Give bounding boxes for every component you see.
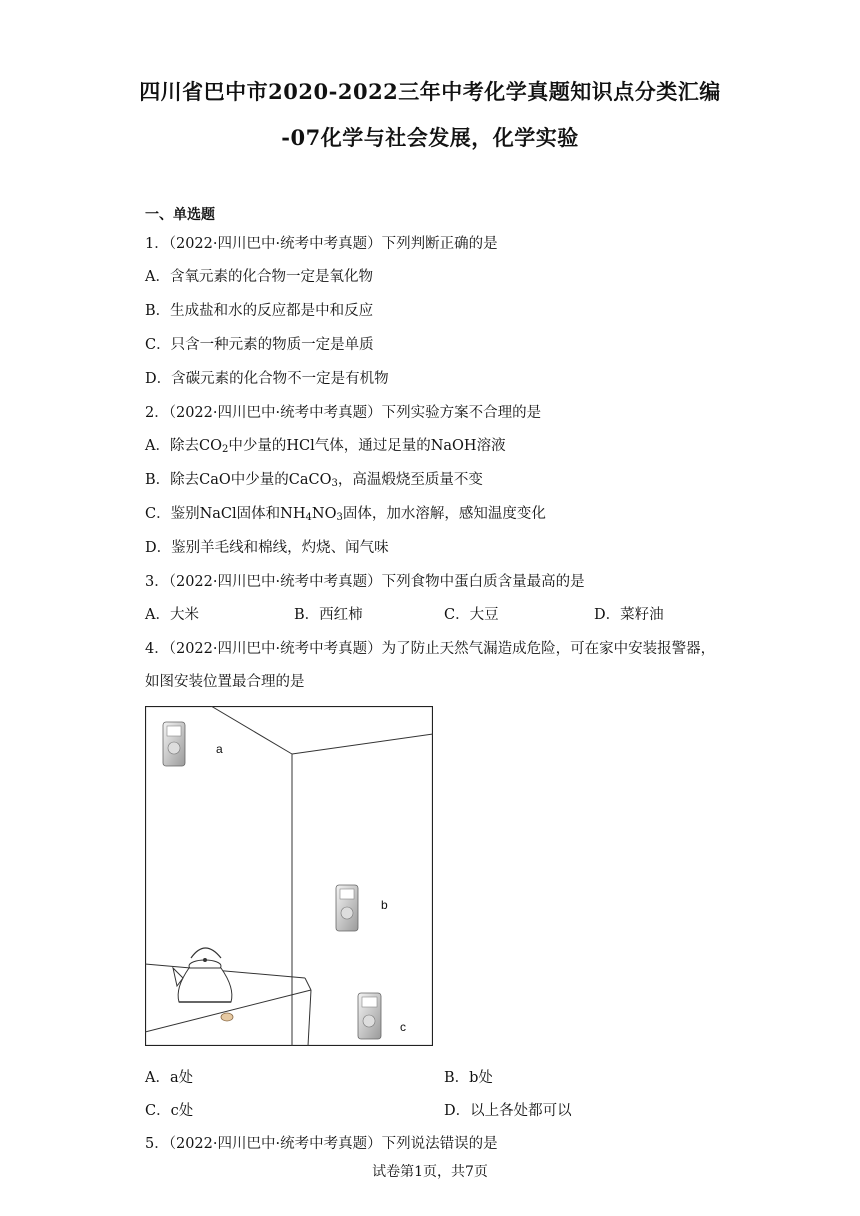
q2-option-d: D．鉴别羊毛线和棉线，灼烧、闻气味: [145, 540, 389, 556]
q3-option-d: D．菜籽油: [594, 607, 664, 623]
q1-option-b: B．生成盐和水的反应都是中和反应: [145, 303, 374, 319]
label-b: b: [381, 898, 388, 912]
q2-option-b: B．除去CaO中少量的CaCO$_3$，高温煅烧至质量不变: [145, 472, 483, 489]
q3-option-c: C．大豆: [444, 607, 499, 623]
q5-stem: 5．（2022·四川巴中·统考中考真题）下列说法错误的是: [145, 1136, 498, 1152]
document-title-line-1: 四川省巴中市2020-2022三年中考化学真题知识点分类汇编: [139, 79, 721, 104]
alarm-device-c-icon: [358, 993, 381, 1039]
q4-option-d: D．以上各处都可以: [444, 1103, 572, 1119]
q2-option-a: A．除去$CO_2$中少量的HCl气体，通过足量的NaOH溶液: [145, 438, 506, 455]
q4-option-c: C．c处: [145, 1103, 194, 1119]
section-heading: 一、单选题: [145, 207, 215, 223]
label-a: a: [216, 742, 223, 756]
q3-stem: 3．（2022·四川巴中·统考中考真题）下列食物中蛋白质含量最高的是: [145, 574, 585, 590]
q1-option-d: D．含碳元素的化合物不一定是有机物: [145, 371, 389, 387]
document-title-line-2: -07化学与社会发展，化学实验: [281, 125, 579, 150]
alarm-device-b-icon: [336, 885, 358, 931]
page-footer: 试卷第1页，共7页: [372, 1164, 488, 1180]
label-c: c: [400, 1020, 406, 1034]
q1-stem: 1．（2022·四川巴中·统考中考真题）下列判断正确的是: [145, 236, 498, 252]
q3-option-a: A．大米: [145, 607, 199, 623]
q4-figure-kitchen: [145, 706, 433, 1046]
q1-option-c: C．只含一种元素的物质一定是单质: [145, 337, 374, 353]
q4-stem-line-1: 4．（2022·四川巴中·统考中考真题）为了防止天然气漏造成危险，可在家中安装报警器，: [145, 641, 716, 657]
q1-option-a: A．含氧元素的化合物一定是氧化物: [145, 269, 373, 285]
q4-stem-line-2: 如图安装位置最合理的是: [145, 674, 305, 690]
alarm-device-a-icon: [163, 722, 185, 766]
q4-option-b: B．b处: [444, 1070, 493, 1086]
q3-option-b: B．西红柿: [294, 607, 363, 623]
q2-stem: 2．（2022·四川巴中·统考中考真题）下列实验方案不合理的是: [145, 405, 542, 421]
q2-option-c: C．鉴别NaCl固体和$NH_4NO_3$固体，加水溶解，感知温度变化: [145, 506, 546, 523]
q4-option-a: A．a处: [145, 1070, 194, 1086]
